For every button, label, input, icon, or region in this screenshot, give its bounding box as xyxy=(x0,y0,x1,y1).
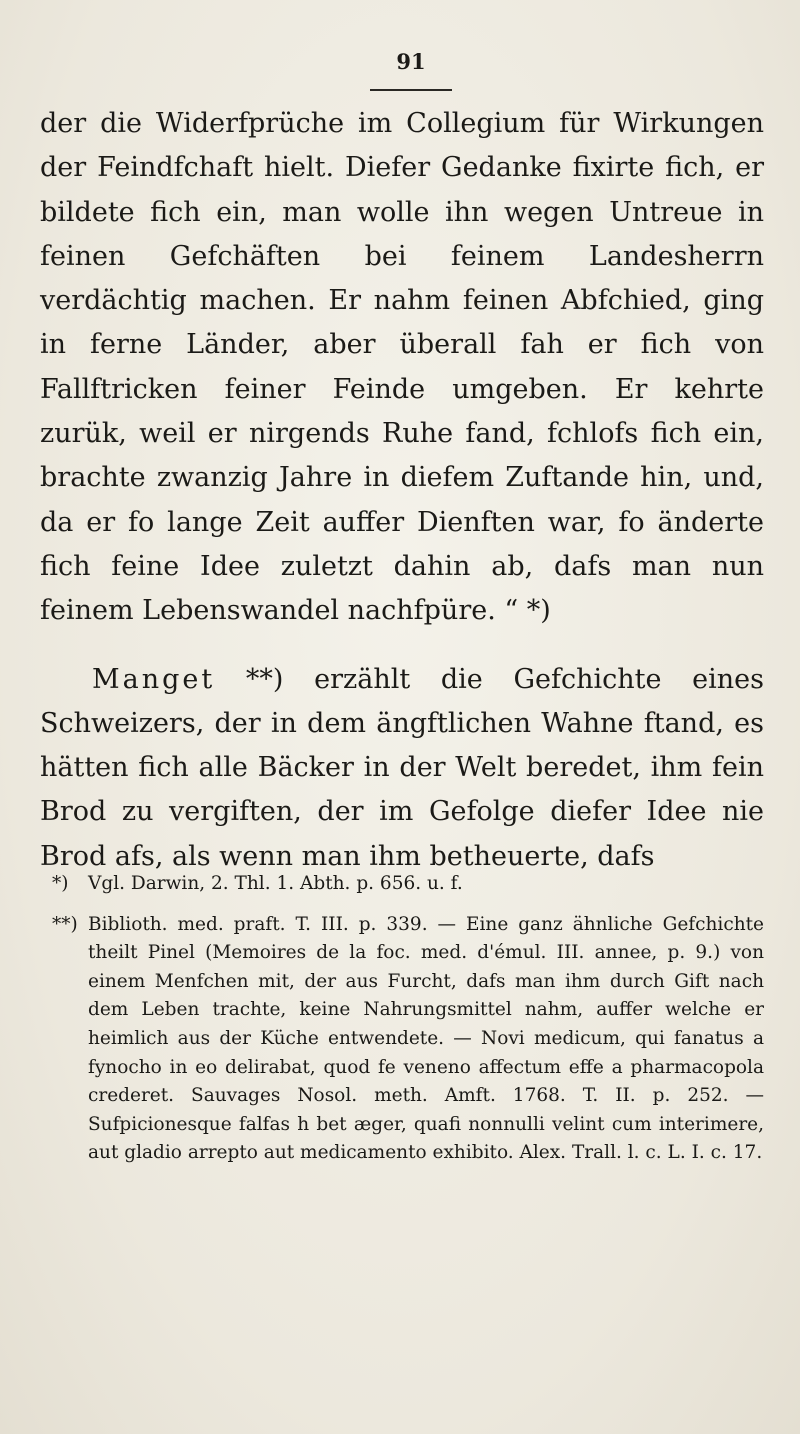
header-rule xyxy=(370,89,452,91)
paragraph-1: der die Widerfprüche im Collegium für Wirkungen der Feindfchaft hielt. Diefer Gedanke fixirte fich, er bildete fich ein, man wolle ihn wegen Untreue in feinen Gefchäften bei feinem Landesherrn verdächtig machen. Er nahm feinen Abfchied, ging in ferne Länder, aber überall fah er fich von Fallftricken feiner Feinde umgeben. Er kehrte zurük, weil er nirgends Ruhe fand, fchlofs fich ein, brachte zwanzig Jahre in diefem Zuftande hin, und, da er fo lange Zeit auffer Dienften war, fo änderte fich feine Idee zuletzt dahin ab, dafs man nun feinem Lebenswandel nachfpüre. “ *) xyxy=(40,108,764,627)
footnote-2 xyxy=(52,911,764,1168)
page-number: 91 xyxy=(396,49,426,74)
paragraph-2-lead: Manget xyxy=(92,663,216,695)
footnote-1-text: Vgl. Darwin, 2. Thl. 1. Abth. p. 656. u. f. xyxy=(88,873,463,894)
footnote-2-marker: **) xyxy=(52,913,78,935)
footnote-1-marker: *) xyxy=(52,873,69,894)
paragraph-2 xyxy=(40,658,764,879)
footnotes xyxy=(52,870,764,1180)
footnote-1 xyxy=(52,870,764,899)
body-text xyxy=(40,102,764,879)
paragraph-2-text: **) erzählt die Gefchichte eines Schweizers, der in dem ängftlichen Wahne ftand, es hätten fich alle Bäcker in der Welt beredet, ihm fein Brod zu vergiften, der im Gefolge diefer Idee nie Brod afs, als wenn man ihm betheuerte, dafs xyxy=(40,663,764,872)
footnote-2-text: Biblioth. med. praft. T. III. p. 339. — Eine ganz ähnliche Gefchichte theilt Pinel (Memoires de la foc. med. d'émul. III. annee, p. 9.) von einem Menfchen mit, der aus Furcht, dafs man ihm durch Gift nach dem Leben trachte, keine Nahrungsmittel nahm, auffer welche er heimlich aus der Küche entwendete. — Novi medicum, qui fanatus a fynocho in eo delirabat, quod fe veneno affectum effe a pharmacopola crederet. Sauvages Nosol. meth. Amft. 1768. T. II. p. 252. — Sufpicionesque falfas h bet æger, quafi nonnulli velint cum interimere, aut gladio arrepto aut medicamento exhibito. Alex. Trall. l. c. L. I. c. 17. xyxy=(88,913,764,1164)
